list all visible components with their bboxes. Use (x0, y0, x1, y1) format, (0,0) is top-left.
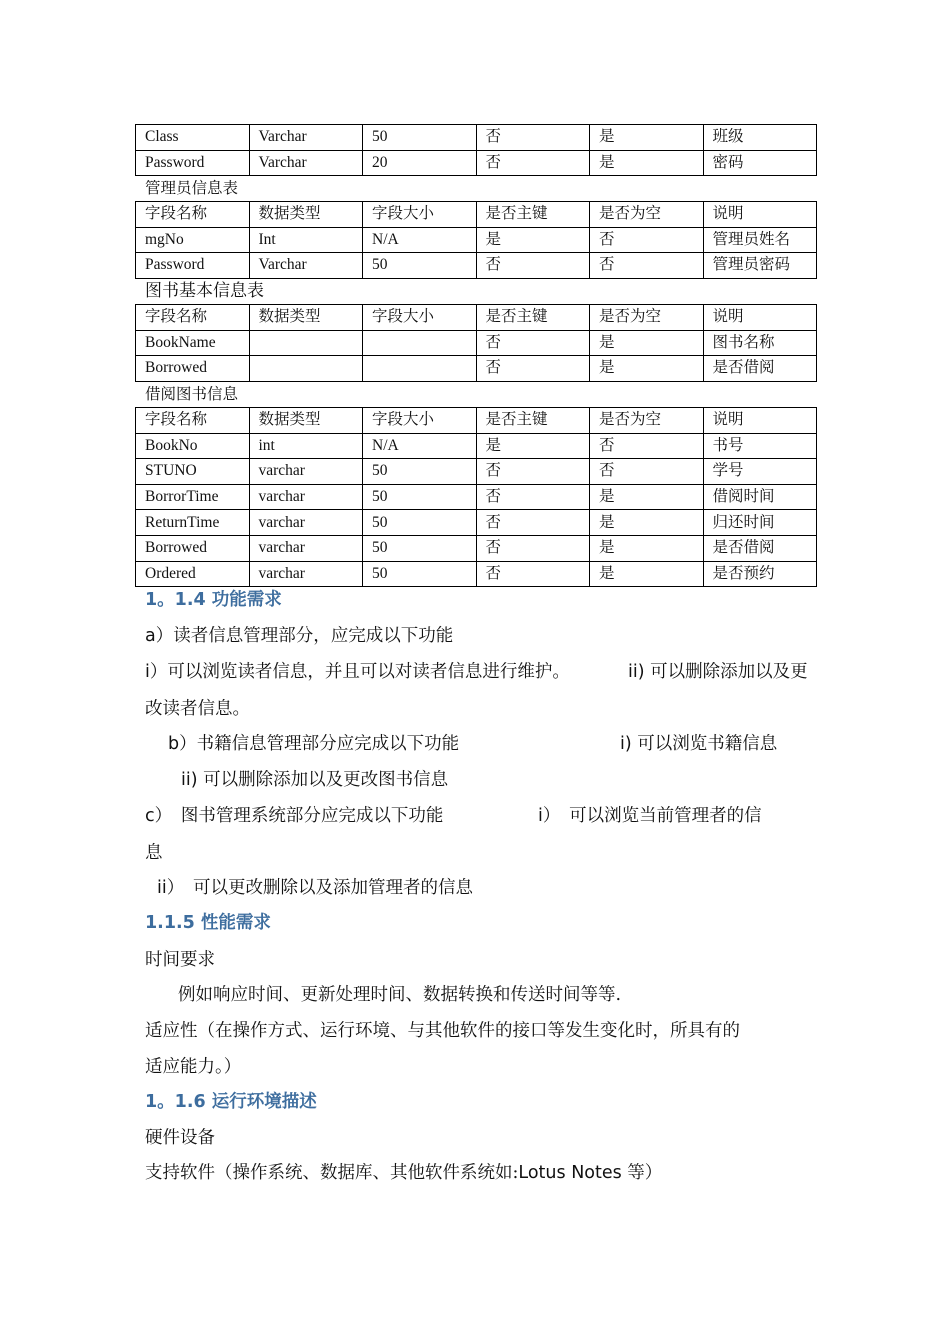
paragraph-text: 可以浏览书籍信息 (631, 734, 778, 754)
table-cell: 是 (590, 484, 704, 510)
time-requirement: 时间要求 (145, 950, 215, 970)
table-header-row (136, 305, 817, 331)
paragraph-ii-readers (628, 659, 808, 685)
table-cell: Password (136, 253, 250, 279)
table-header-cell: 说明 (703, 202, 817, 228)
table-cell: 50 (363, 561, 477, 587)
paragraph-c (145, 803, 443, 829)
table-header-row (136, 408, 817, 434)
table-row (136, 227, 817, 253)
section-heading-1-1-6: 1。1.6 运行环境描述 (145, 1092, 317, 1112)
table-row (136, 561, 817, 587)
paragraph-text: 可以删除添加以及更改图书信息 (197, 770, 449, 790)
book-table-caption: 图书基本信息表 (145, 281, 264, 301)
table-cell: 是 (590, 561, 704, 587)
table-cell: 图书名称 (703, 330, 817, 356)
list-marker: b (168, 734, 180, 754)
table-cell: 是 (590, 330, 704, 356)
adaptability-line-1: 适应性（在操作方式、运行环境、与其他软件的接口等发生变化时，所具有的 (145, 1021, 740, 1041)
table-cell: 否 (590, 253, 704, 279)
paragraph-text: ）书籍信息管理部分应完成以下功能 (179, 734, 460, 754)
table-cell: N/A (363, 433, 477, 459)
table-row (136, 125, 817, 151)
table-row (136, 484, 817, 510)
table-cell: 是 (590, 510, 704, 536)
paragraph-a (145, 623, 453, 649)
paragraph-i-books (620, 731, 777, 757)
table-cell: Password (136, 150, 250, 176)
table-cell: 否 (476, 125, 590, 151)
table-cell: 否 (476, 484, 590, 510)
table-cell: varchar (249, 459, 363, 485)
paragraph-text: ）读者信息管理部分，应完成以下功能 (155, 626, 454, 646)
table-header-cell: 字段大小 (363, 408, 477, 434)
table-cell: 否 (476, 150, 590, 176)
table-cell: int (249, 433, 363, 459)
table-header-cell: 字段名称 (136, 305, 250, 331)
table-header-cell: 说明 (703, 305, 817, 331)
table-cell (363, 356, 477, 382)
table-row (136, 253, 817, 279)
book-info-table (135, 304, 817, 382)
table-cell: 是否预约 (703, 561, 817, 587)
list-marker: a (145, 626, 156, 646)
table-cell: 借阅时间 (703, 484, 817, 510)
paragraph-text: ）可以浏览读者信息，并且可以对读者信息进行维护。 (149, 662, 570, 682)
table-cell (363, 330, 477, 356)
table-cell: 50 (363, 125, 477, 151)
table-cell: 否 (476, 510, 590, 536)
table-header-cell: 字段大小 (363, 202, 477, 228)
table-cell: 归还时间 (703, 510, 817, 536)
table-row (136, 510, 817, 536)
table-cell: 是 (476, 227, 590, 253)
table-cell: Borrowed (136, 535, 250, 561)
list-marker: i (538, 806, 543, 826)
table-cell: 是 (590, 535, 704, 561)
paragraph-ii-admin (157, 875, 473, 901)
table-cell: varchar (249, 484, 363, 510)
table-header-cell: 字段名称 (136, 408, 250, 434)
table-body (136, 408, 817, 587)
list-marker: ii) (181, 770, 198, 790)
table-cell: 是否借阅 (703, 535, 817, 561)
table-body (136, 305, 817, 382)
adaptability-line-2: 适应能力。） (145, 1057, 242, 1077)
table-cell: Int (249, 227, 363, 253)
table-cell: 否 (476, 459, 590, 485)
table-cell: Ordered (136, 561, 250, 587)
list-marker: i (145, 662, 150, 682)
table-cell: 50 (363, 484, 477, 510)
table-cell: 50 (363, 535, 477, 561)
paragraph-i-readers (145, 659, 570, 685)
table-header-cell: 是否主键 (476, 408, 590, 434)
table-cell: 是 (476, 433, 590, 459)
table-header-cell: 说明 (703, 408, 817, 434)
list-marker: ii) (628, 662, 645, 682)
table-cell: 否 (590, 433, 704, 459)
table-header-cell: 数据类型 (249, 305, 363, 331)
paragraph-text: ） 可以浏览当前管理者的信 (542, 806, 762, 826)
table-cell: 是 (590, 125, 704, 151)
borrow-info-table (135, 407, 817, 587)
table-cell: 是 (590, 356, 704, 382)
table-cell: 否 (476, 253, 590, 279)
table-cell: 否 (476, 330, 590, 356)
admin-info-table (135, 201, 817, 279)
paragraph-ii-readers-cont: 改读者信息。 (145, 699, 250, 719)
support-software-end: 等） (621, 1163, 663, 1183)
table-row (136, 535, 817, 561)
table-row (136, 330, 817, 356)
paragraph-i-admin-cont: 息 (145, 843, 163, 863)
table-cell: 50 (363, 253, 477, 279)
admin-table-caption: 管理员信息表 (145, 179, 239, 197)
table-header-cell: 数据类型 (249, 202, 363, 228)
borrow-table-caption: 借阅图书信息 (145, 385, 239, 403)
table-cell: 管理员姓名 (703, 227, 817, 253)
table-row (136, 150, 817, 176)
table-cell: ReturnTime (136, 510, 250, 536)
lotus-notes-text: Lotus Notes (518, 1163, 622, 1183)
table-body (136, 202, 817, 279)
table-header-cell: 是否为空 (590, 408, 704, 434)
table-cell: BookNo (136, 433, 250, 459)
table-cell: varchar (249, 561, 363, 587)
table-cell: varchar (249, 510, 363, 536)
support-software (145, 1160, 662, 1186)
section-heading-1-1-5: 1.1.5 性能需求 (145, 913, 271, 933)
table-cell: Varchar (249, 150, 363, 176)
table-cell: Varchar (249, 125, 363, 151)
table-row (136, 356, 817, 382)
table-header-cell: 是否为空 (590, 305, 704, 331)
table-cell: 书号 (703, 433, 817, 459)
table-row (136, 459, 817, 485)
table-header-cell: 是否为空 (590, 202, 704, 228)
table-cell: mgNo (136, 227, 250, 253)
table-cell: N/A (363, 227, 477, 253)
table-cell: 是 (590, 150, 704, 176)
table-header-cell: 数据类型 (249, 408, 363, 434)
table-cell (249, 330, 363, 356)
table-cell: 否 (476, 356, 590, 382)
table-cell: 否 (476, 535, 590, 561)
table-header-row (136, 202, 817, 228)
paragraph-text: 可以删除添加以及更 (644, 662, 808, 682)
table-cell: varchar (249, 535, 363, 561)
table-cell: 50 (363, 510, 477, 536)
list-marker: ii (157, 878, 167, 898)
table-body (136, 125, 817, 176)
time-example: 例如响应时间、更新处理时间、数据转换和传送时间等等. (178, 985, 622, 1005)
hardware-devices: 硬件设备 (145, 1128, 215, 1148)
table-cell: 班级 (703, 125, 817, 151)
table-cell: 管理员密码 (703, 253, 817, 279)
table-cell: 50 (363, 459, 477, 485)
student-table-continued (135, 124, 817, 176)
table-cell: 20 (363, 150, 477, 176)
table-cell: BorrorTime (136, 484, 250, 510)
paragraph-b (168, 731, 459, 757)
table-cell: 否 (590, 227, 704, 253)
table-cell: 是否借阅 (703, 356, 817, 382)
table-header-cell: 字段大小 (363, 305, 477, 331)
list-marker: c (145, 806, 155, 826)
paragraph-ii-books (181, 767, 448, 793)
table-cell: Varchar (249, 253, 363, 279)
paragraph-i-admin (538, 803, 762, 829)
section-heading-1-1-4: 1。1.4 功能需求 (145, 590, 282, 610)
table-cell: STUNO (136, 459, 250, 485)
table-cell: Class (136, 125, 250, 151)
support-software-text: 支持软件（操作系统、数据库、其他软件系统如: (145, 1163, 519, 1183)
paragraph-text: ） 可以更改删除以及添加管理者的信息 (166, 878, 473, 898)
table-cell (249, 356, 363, 382)
table-cell: BookName (136, 330, 250, 356)
table-header-cell: 字段名称 (136, 202, 250, 228)
table-cell: 密码 (703, 150, 817, 176)
table-cell: 否 (590, 459, 704, 485)
paragraph-text: ） 图书管理系统部分应完成以下功能 (154, 806, 444, 826)
list-marker: i) (620, 734, 632, 754)
table-row (136, 433, 817, 459)
table-header-cell: 是否主键 (476, 305, 590, 331)
table-cell: 否 (476, 561, 590, 587)
table-header-cell: 是否主键 (476, 202, 590, 228)
table-cell: Borrowed (136, 356, 250, 382)
table-cell: 学号 (703, 459, 817, 485)
